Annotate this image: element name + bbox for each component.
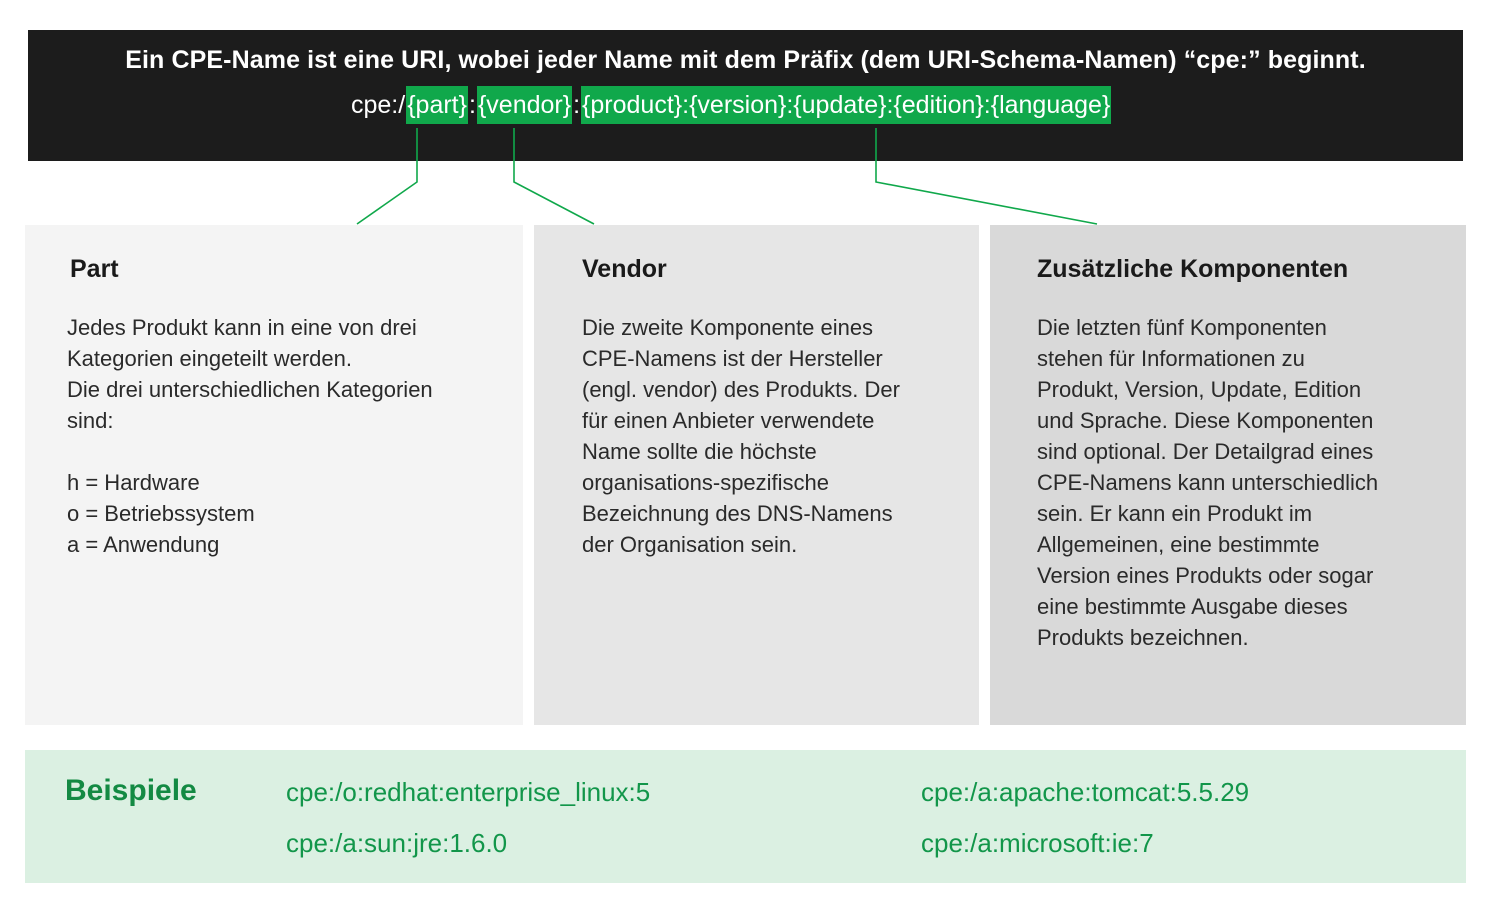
example-item: cpe:/a:sun:jre:1.6.0 — [286, 828, 508, 858]
examples-panel — [25, 750, 1466, 883]
part-box — [25, 225, 523, 725]
uri-part-segment: {part} — [406, 86, 468, 124]
additional-components-title: Zusätzliche Komponenten — [1037, 255, 1349, 283]
uri-additional-segments: {product}:{version}:{update}:{edition}:{language} — [581, 86, 1111, 124]
vendor-box — [534, 225, 979, 725]
part-title: Part — [70, 255, 119, 283]
header-title: Ein CPE-Name ist eine URI, wobei jeder Name mit dem Präfix (dem URI-Schema-Namen) “cpe:” beginnt. — [125, 46, 1366, 74]
examples-title: Beispiele — [65, 774, 197, 807]
additional-components-description: Die letzten fünf Komponenten stehen für Informationen zu Produkt, Version, Update, Edition und Sprache. Diese Komponenten sind optional. Der Detailgrad eines CPE-Namens kann unterschiedlich sein. Er kann ein Produkt im Allgemeinen, eine bestimmte Version eines Produkts oder sogar eine bestimmte Ausgabe dieses Produkts bezeichnen. — [1037, 315, 1379, 650]
uri-separator: : — [573, 91, 581, 119]
cpe-header — [28, 30, 1463, 161]
vendor-description: Die zweite Komponente eines CPE-Namens ist der Hersteller (engl. vendor) des Produkts. Der für einen Anbieter verwendete Name sollte die höchste organisations-spezifische Bezeichnung des DNS-Namens der Organisation sein. — [582, 315, 900, 557]
part-description: Jedes Produkt kann in eine von drei Kategorien eingeteilt werden. Die drei unterschiedlichen Kategorien sind: h = Hardware o = Betriebssystem a = Anwendung — [67, 315, 433, 557]
example-item: cpe:/a:microsoft:ie:7 — [921, 828, 1154, 858]
uri-separator: : — [468, 91, 476, 119]
cpe-uri-template — [350, 86, 1111, 124]
additional-components-box — [990, 225, 1466, 725]
vendor-title: Vendor — [582, 255, 667, 283]
uri-vendor-segment: {vendor} — [477, 86, 572, 124]
example-item: cpe:/o:redhat:enterprise_linux:5 — [286, 777, 651, 807]
uri-prefix: cpe:/ — [351, 91, 406, 119]
example-item: cpe:/a:apache:tomcat:5.5.29 — [921, 777, 1250, 807]
